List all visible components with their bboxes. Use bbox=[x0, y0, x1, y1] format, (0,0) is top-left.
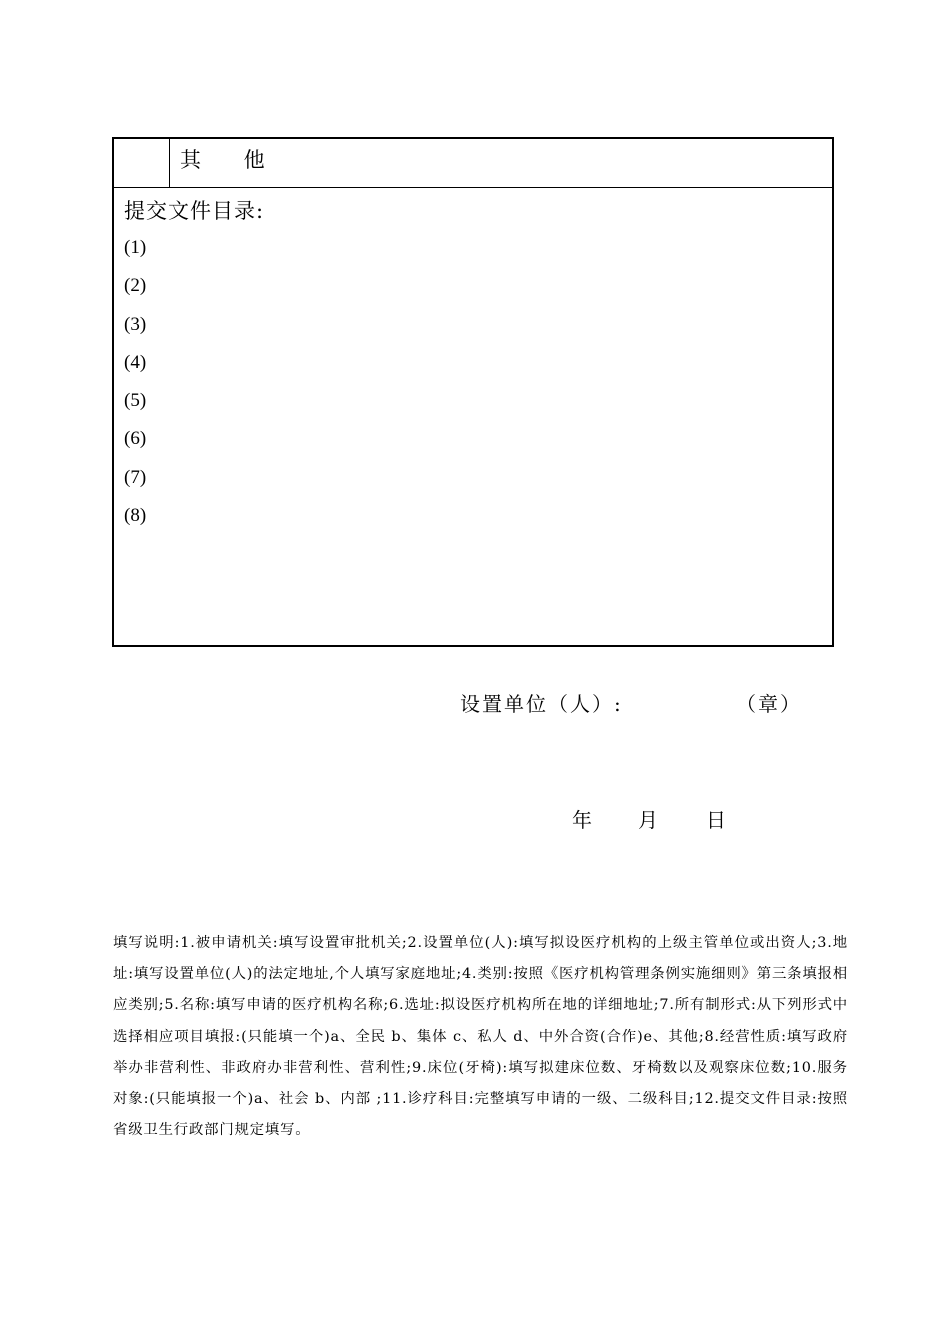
file-item-7[interactable]: (7) bbox=[124, 466, 147, 488]
file-item-8[interactable]: (8) bbox=[124, 505, 147, 527]
date-year-label: 年 bbox=[572, 808, 592, 832]
seal-label: （章） bbox=[736, 692, 802, 716]
file-item-4[interactable]: (4) bbox=[124, 351, 147, 373]
date-month-label: 月 bbox=[638, 808, 658, 832]
other-label: 其 他 bbox=[180, 148, 283, 172]
application-form-table bbox=[112, 137, 834, 647]
date-day-label: 日 bbox=[706, 808, 726, 832]
file-item-3[interactable]: (3) bbox=[124, 313, 147, 335]
other-row-blank-cell[interactable] bbox=[114, 139, 170, 187]
submitted-files-section bbox=[124, 197, 264, 535]
file-item-5[interactable]: (5) bbox=[124, 390, 147, 412]
submitted-files-list bbox=[124, 229, 264, 535]
signature-label: 设置单位（人）: bbox=[460, 692, 623, 716]
filling-instructions: 填写说明:1.被申请机关:填写设置审批机关;2.设置单位(人):填写拟设医疗机构的上级主管单位或出资人;3.地址:填写设置单位(人)的法定地址,个人填写家庭地址;4.类别:按照《医疗机构管理条例实施细则》第三条填报相应类别;5.名称:填写申请的医疗机构名称;6.选址:拟设医疗机构所在地的详细地址;7.所有制形式:从下列形式中选择相应项目填报:(只能填一个)a、全民 b、集体 c、私人 d、中外合资(合作)e、其他;8.经营性质:填写政府举办非营利性、非政府办非营利性、营利性;9.床位(牙椅):填写拟建床位数、牙椅数以及观察床位数;10.服务对象:(只能填报一个)a、社会 b、内部 ;11.诊疗科目:完整填写申请的一级、二级科目;12.提交文件目录:按照省级卫生行政部门规定填写。 bbox=[113, 935, 848, 1139]
file-item-2[interactable]: (2) bbox=[124, 275, 147, 297]
file-item-1[interactable]: (1) bbox=[124, 237, 147, 258]
submitted-files-title: 提交文件目录: bbox=[124, 199, 265, 223]
other-row bbox=[114, 139, 832, 188]
file-item-6[interactable]: (6) bbox=[124, 428, 147, 450]
signature-line bbox=[460, 690, 802, 718]
